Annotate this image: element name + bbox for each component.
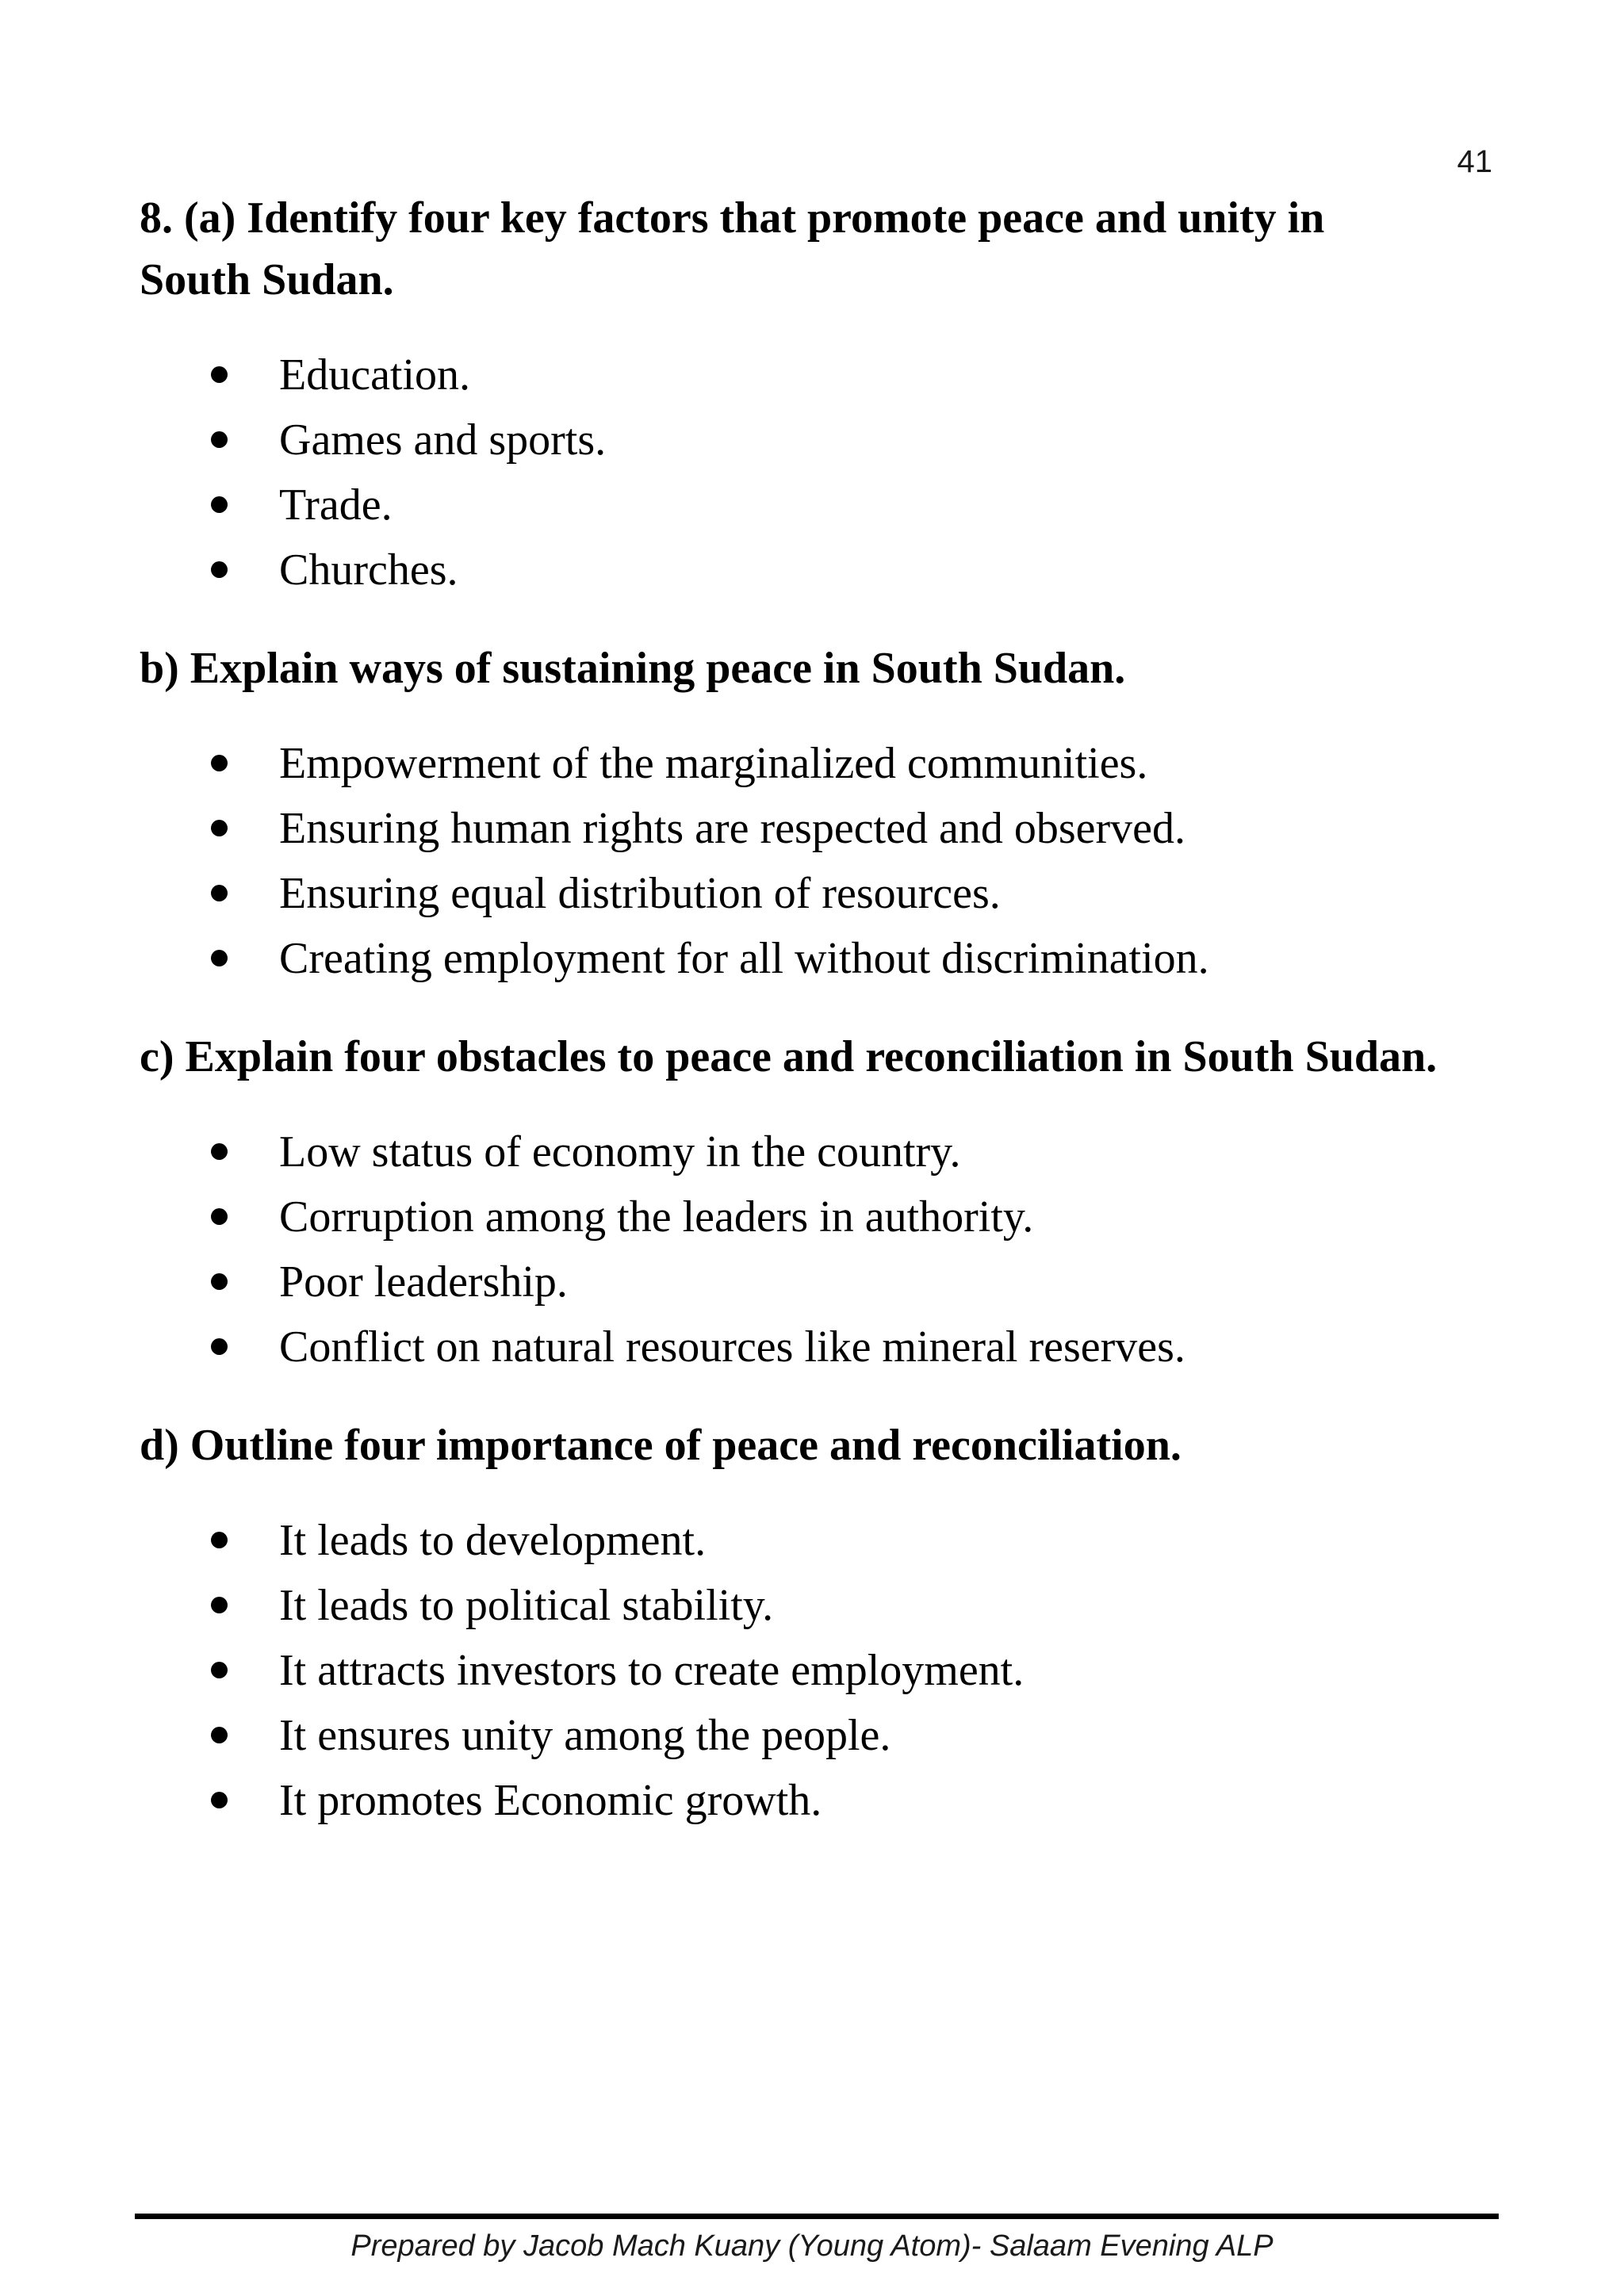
document-body [140,187,1519,1868]
answer-list [140,731,1519,991]
question-heading: c) Explain four obstacles to peace and reconciliation in South Sudan. [140,1032,1438,1081]
list-item [140,1638,1519,1703]
bullet-icon [211,1208,228,1225]
list-item-text: It promotes Economic growth. [279,1776,822,1825]
answer-list [140,342,1519,603]
bullet-icon [211,1792,228,1808]
list-item [140,861,1519,926]
bullet-icon [211,1273,228,1290]
question-8c [140,1026,1519,1380]
list-item-text: It leads to development. [279,1516,707,1565]
list-item-text: Games and sports. [279,415,607,465]
list-item-text: Trade. [279,480,393,530]
bullet-icon [211,1662,228,1678]
bullet-icon [211,1338,228,1355]
list-item-text: Ensuring human rights are respected and observed. [279,804,1185,853]
question-8a [140,187,1519,603]
footer-credit: Prepared by Jacob Mach Kuany (Young Atom)- Salaam Evening ALP [350,2229,1274,2263]
bullet-icon [211,1597,228,1613]
list-item [140,342,1519,408]
list-item [140,1768,1519,1833]
list-item-text: Churches. [279,545,458,595]
list-item-text: Education. [279,350,471,400]
bullet-icon [211,431,228,448]
bullet-icon [211,561,228,578]
list-item [140,1314,1519,1380]
question-heading: b) Explain ways of sustaining peace in South Sudan. [140,644,1126,693]
bullet-icon [211,496,228,513]
list-item-text: Corruption among the leaders in authority. [279,1192,1034,1242]
list-item [140,796,1519,861]
list-item [140,1249,1519,1314]
answer-list [140,1119,1519,1380]
list-item [140,1508,1519,1573]
bullet-icon [211,366,228,383]
list-item-text: It ensures unity among the people. [279,1711,891,1760]
list-item-text: Low status of economy in the country. [279,1127,961,1177]
bullet-icon [211,755,228,771]
bullet-icon [211,950,228,966]
list-item [140,1184,1519,1249]
bullet-icon [211,1143,228,1160]
list-item [140,408,1519,473]
question-8b [140,637,1519,991]
bullet-icon [211,1727,228,1743]
list-item-text: Empowerment of the marginalized communities. [279,739,1148,788]
bullet-icon [211,820,228,836]
list-item [140,1573,1519,1638]
list-item-text: It leads to political stability. [279,1581,774,1630]
question-8d [140,1414,1519,1833]
list-item [140,1703,1519,1768]
bullet-icon [211,1532,228,1548]
list-item-text: Conflict on natural resources like mineral reserves. [279,1322,1185,1372]
list-item-text: Poor leadership. [279,1257,568,1307]
page-number: 41 [1457,144,1492,179]
list-item-text: Creating employment for all without discrimination. [279,934,1209,983]
list-item [140,1119,1519,1184]
bullet-icon [211,885,228,901]
question-heading: d) Outline four importance of peace and reconciliation. [140,1421,1182,1470]
question-heading: 8. (a) Identify four key factors that promote peace and unity in South Sudan. [140,193,1325,304]
list-item [140,538,1519,603]
answer-list [140,1508,1519,1833]
list-item [140,731,1519,796]
list-item [140,473,1519,538]
list-item-text: It attracts investors to create employment. [279,1646,1025,1695]
footer-divider [135,2214,1499,2219]
list-item-text: Ensuring equal distribution of resources. [279,869,1001,918]
list-item [140,926,1519,991]
